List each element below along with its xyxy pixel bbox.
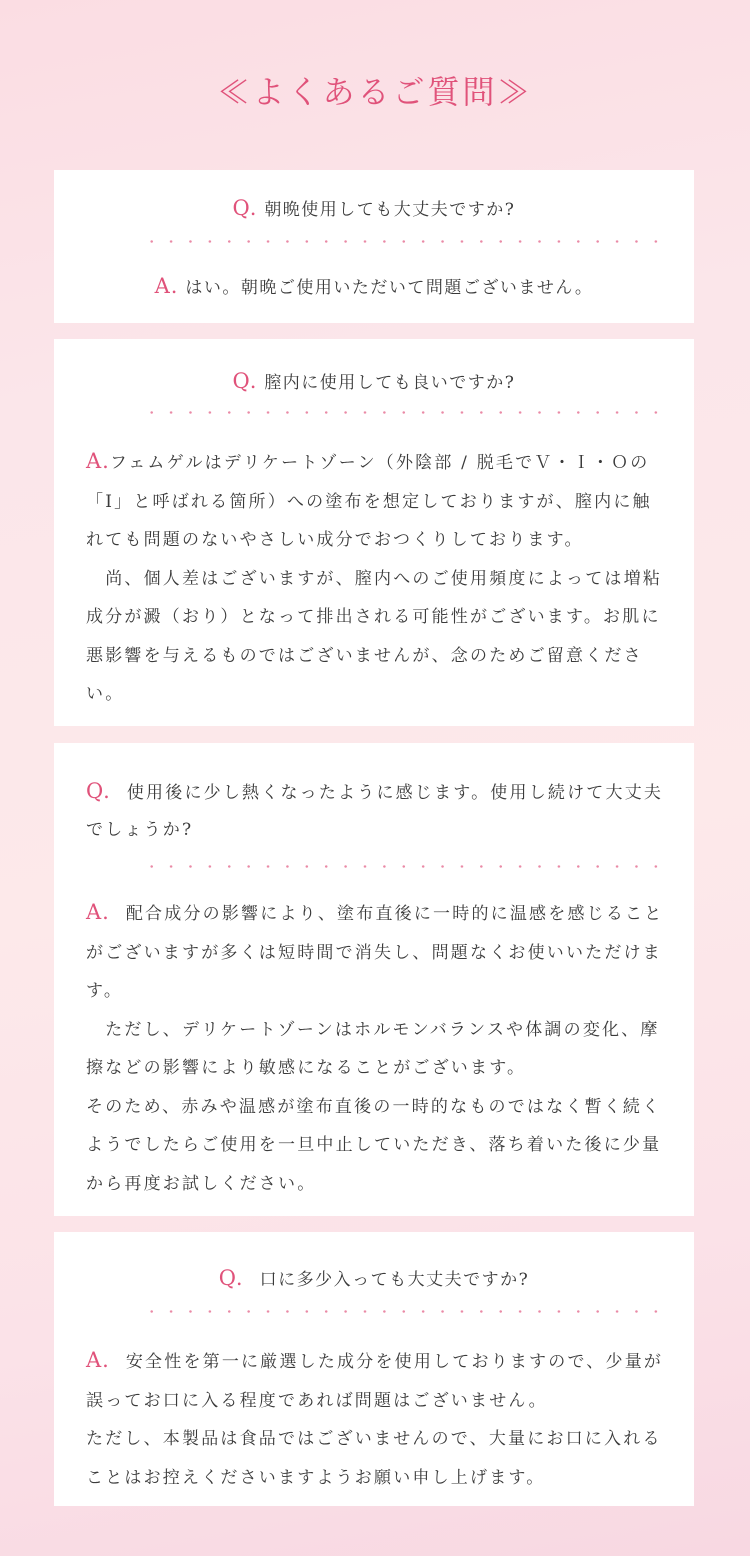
answer-3 <box>86 893 666 1203</box>
dotted-divider <box>142 1310 666 1313</box>
question-text: 口に多少入っても大丈夫ですか? <box>259 1270 530 1290</box>
a-mark: A. <box>86 900 110 924</box>
answer-1 <box>54 274 694 300</box>
a-mark: A. <box>154 274 179 298</box>
answer-text: フェムゲルはデリケートゾーン（外陰部 / 脱毛でＶ・Ｉ・Ｏの「I」と呼ばれる箇所）への塗布を想定しておりますが、膣内に触れても問題のないやさしい成分でおつくりしております。 尚、個人差はございますが、膣内へのご使用頻度によっては増粘成分が澱（おり）となって排出される可能性がございます。お肌に悪影響を与えるものではございませんが、念のためご留意ください。 <box>86 453 662 704</box>
faq-card-1 <box>54 170 694 323</box>
question-3 <box>86 773 666 849</box>
faq-title: ≪よくあるご質問≫ <box>217 73 533 111</box>
q-mark: Q. <box>218 1266 244 1290</box>
dotted-divider <box>142 240 666 243</box>
a-mark: A. <box>86 1348 110 1372</box>
q-mark: Q. <box>86 779 111 803</box>
question-2 <box>54 369 694 395</box>
answer-4 <box>86 1341 666 1497</box>
q-mark: Q. <box>232 196 258 220</box>
dotted-divider <box>142 865 666 868</box>
answer-text: 安全性を第一に厳選した成分を使用しておりますので、少量が誤ってお口に入る程度であれば問題はございません。 ただし、本製品は食品ではございませんので、大量にお口に入れることはお控えくださいますようお願い申し上げます。 <box>86 1352 664 1488</box>
answer-2 <box>86 442 666 714</box>
question-text: 使用後に少し熱くなったように感じます。使用し続けて大丈夫でしょうか? <box>86 783 664 840</box>
answer-text: はい。朝晩ご使用いただいて問題ございません。 <box>185 278 594 298</box>
faq-card-3 <box>54 743 694 1216</box>
faq-card-2 <box>54 339 694 726</box>
question-4 <box>54 1266 694 1292</box>
question-text: 膣内に使用しても良いですか? <box>264 373 516 393</box>
a-mark: A. <box>86 449 110 473</box>
faq-card-4 <box>54 1232 694 1506</box>
question-text: 朝晩使用しても大丈夫ですか? <box>264 200 516 220</box>
question-1 <box>54 196 694 222</box>
q-mark: Q. <box>232 369 258 393</box>
dotted-divider <box>142 411 666 414</box>
answer-text: 配合成分の影響により、塗布直後に一時的に温感を感じることがございますが多くは短時間で消失し、問題なくお使いいただけます。 ただし、デリケートゾーンはホルモンバランスや体調の変化、摩擦などの影響により敏感になることがございます。 そのため、赤みや温感が塗布直後の一時的なものではなく暫く続くようでしたらご使用を一旦中止していただき、落ち着いた後に少量から再度お試しください。 <box>86 904 664 1194</box>
